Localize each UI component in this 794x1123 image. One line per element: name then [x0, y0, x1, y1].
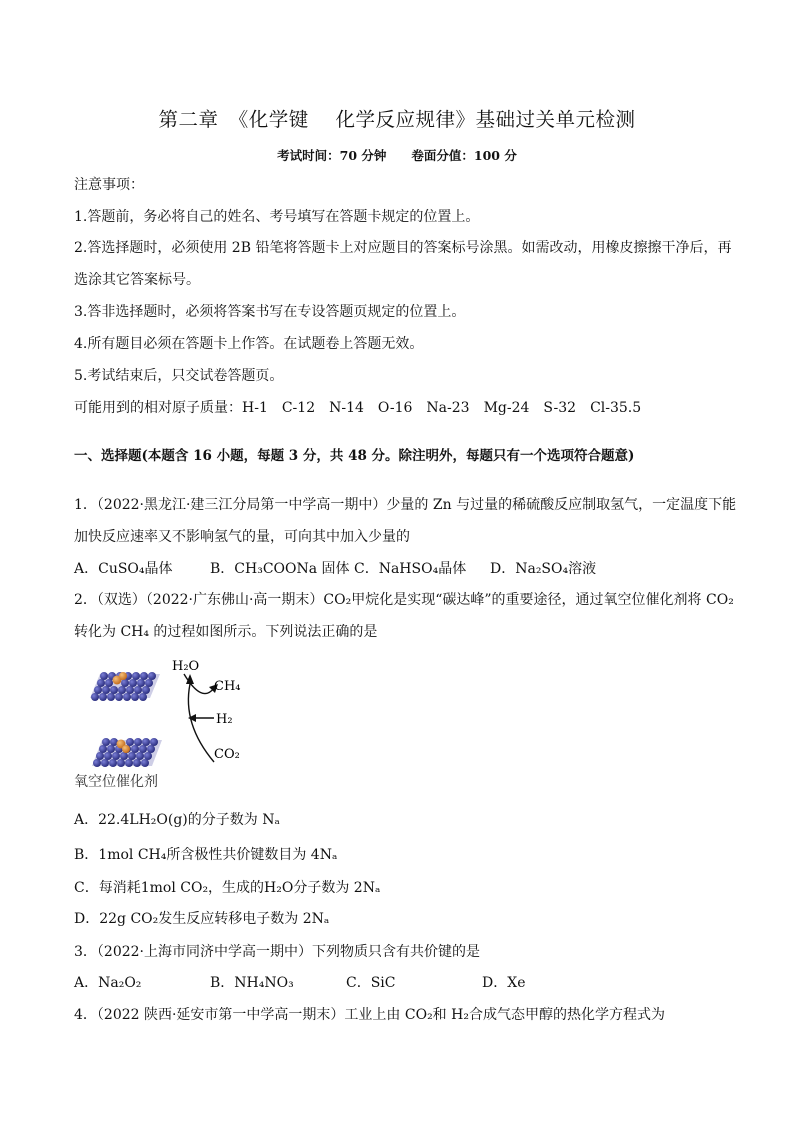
- q1-option-b: B．CH₃COONa 固体: [210, 561, 350, 577]
- q3-options: [74, 973, 525, 993]
- q2-stem-line2: 转化为 CH₄ 的过程如图所示。下列说法正确的是: [74, 624, 378, 640]
- q2-stem-line1: 2．（双选）（2022·广东佛山·高一期末）CO₂甲烷化是实现“碳达峰”的重要途径，通过氧空位催化剂将 CO₂: [74, 592, 734, 608]
- note-item: 2.答选择题时，必须使用 2B 铅笔将答题卡上对应题目的答案标号涂黑。如需改动，用橡皮擦擦干净后，再: [74, 240, 732, 256]
- note-item: 5.考试结束后，只交试卷答题页。: [74, 368, 284, 384]
- fig-label-co2: CO₂: [214, 747, 240, 762]
- q3-option-c: C．SiC: [346, 975, 396, 991]
- fig-label-ch4: CH₄: [214, 679, 241, 694]
- q1-options: [74, 559, 596, 579]
- q1-option-c: C．NaHSO₄晶体: [354, 561, 467, 577]
- q4-stem: 4．（2022 陕西·延安市第一中学高一期末）工业上由 CO₂和 H₂合成气态甲醇的热化学方程式为: [74, 1007, 665, 1023]
- q3-option-b: B．NH₄NO₃: [210, 975, 294, 991]
- catalyst-top-icon: [90, 672, 160, 701]
- q1-stem-line1: 1．（2022·黑龙江·建三江分局第一中学高一期中）少量的 Zn 与过量的稀硫酸反应制取氢气，一定温度下能: [74, 497, 737, 513]
- catalyst-figure: [72, 654, 272, 794]
- notes-heading: 注意事项：: [74, 177, 144, 193]
- note-item: 选涂其它答案标号。: [74, 272, 200, 288]
- fig-caption: 氧空位催化剂: [74, 774, 158, 790]
- q3-option-a: A．Na₂O₂: [74, 975, 142, 991]
- atomic-masses: 可能用到的相对原子质量：H-1 C-12 N-14 O-16 Na-23 Mg-24 S-32 Cl-35.5: [74, 400, 642, 416]
- q2-option-d: D．22g CO₂发生反应转移电子数为 2Nₐ: [74, 911, 330, 927]
- fig-label-h2: H₂: [216, 712, 233, 727]
- q2-option-a: A．22.4LH₂O(g)的分子数为 Nₐ: [74, 812, 280, 828]
- q1-stem-line2: 加快反应速率又不影响氢气的量，可向其中加入少量的: [74, 529, 410, 545]
- q3-option-d: D．Xe: [482, 975, 526, 991]
- q2-option-c: C．每消耗1mol CO₂，生成的H₂O分子数为 2Nₐ: [74, 880, 381, 896]
- section-heading: 一、选择题(本题含 16 小题，每题 3 分，共 48 分。除注明外，每题只有一个选项符合题意): [74, 448, 635, 464]
- note-item: 1.答题前，务必将自己的姓名、考号填写在答题卡规定的位置上。: [74, 209, 480, 225]
- fig-label-h2o: H₂O: [172, 659, 200, 674]
- note-item: 3.答非选择题时，必须将答案书写在专设答题页规定的位置上。: [74, 304, 466, 320]
- q3-stem: 3．（2022·上海市同济中学高一期中）下列物质只含有共价键的是: [74, 944, 480, 960]
- page-title: 第二章 《化学键 化学反应规律》基础过关单元检测: [158, 108, 636, 131]
- catalyst-bottom-icon: [92, 738, 162, 767]
- exam-info: 考试时间：70 分钟 卷面分值：100 分: [277, 148, 517, 163]
- q2-option-b: B．1mol CH₄所含极性共价键数目为 4Nₐ: [74, 847, 338, 863]
- q1-option-d: D．Na₂SO₄溶液: [490, 561, 597, 577]
- q1-option-a: A．CuSO₄晶体: [74, 561, 173, 577]
- note-item: 4.所有题目必须在答题卡上作答。在试题卷上答题无效。: [74, 336, 424, 352]
